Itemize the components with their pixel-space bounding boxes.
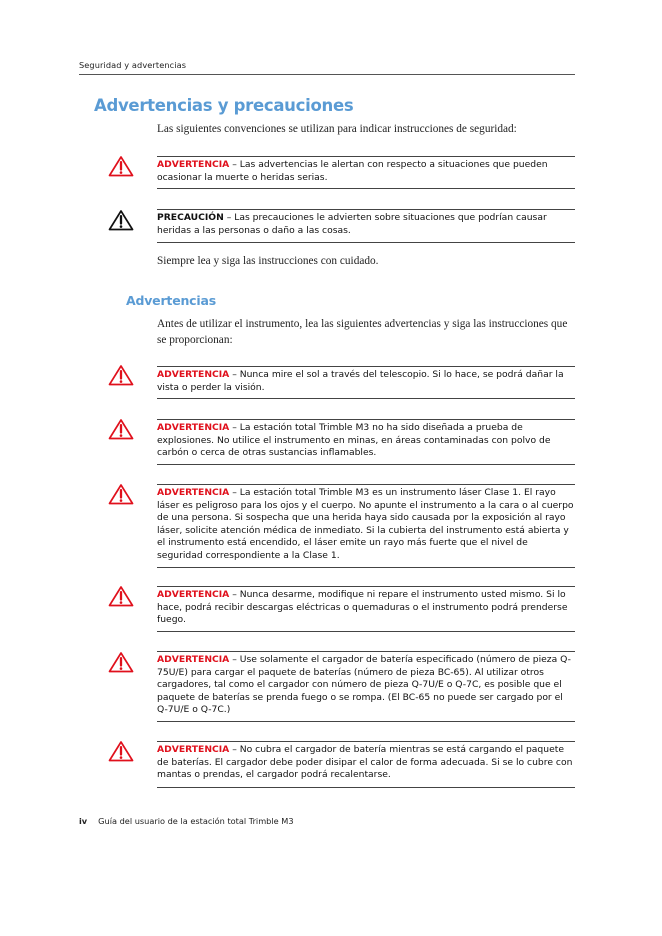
warning-text: ADVERTENCIA – No cubra el cargador de batería mientras se está cargando el paquete de baterías. El cargador debe poder disipar el calor de forma adecuada. Si se lo cubre con mantas o prendas, el cargador podrá recalentarse. [157,744,573,781]
convention-caution-text: PRECAUCIÓN – Las precauciones le advierten sobre situaciones que podrían causar heridas a las personas o daño a las cosas. [157,212,547,236]
page-footer [79,816,294,826]
footer-guide-title: Guía del usuario de la estación total Trimble M3 [98,816,294,826]
warning-icon [108,418,134,440]
warning-box [157,586,575,632]
warning-icon [108,364,134,386]
warning-icon [108,740,134,762]
page-title: Advertencias y precauciones [94,96,354,115]
warnings-intro-paragraph: Antes de utilizar el instrumento, lea las siguientes advertencias y siga las instrucciones que se proporcionan: [157,318,568,346]
warning-icon [108,155,134,177]
warning-text: ADVERTENCIA – Nunca mire el sol a través del telescopio. Si lo hace, se podrá dañar la vista o perder la visión. [157,369,564,393]
warning-text: ADVERTENCIA – Use solamente el cargador de batería especificado (número de pieza Q-75U/E) para cargar el paquete de baterías (número de pieza BC-65). Al utilizar otros cargadores, tal como el cargador con número de pieza Q-7U/E o Q-7C, es posible que el paquete de baterías se prenda fuego o se rompa. (El BC-65 no puede ser cargado por el Q-7U/E o Q-7C.) [157,654,571,716]
always-paragraph: Siempre lea y siga las instrucciones con cuidado. [157,255,379,267]
warning-box [157,484,575,568]
convention-warning-box [157,156,575,189]
warning-text: ADVERTENCIA – La estación total Trimble M3 no ha sido diseñada a prueba de explosiones. No utilice el instrumento en minas, en áreas contaminadas con polvo de carbón o cerca de otras sustancias inflamables. [157,422,551,459]
header-divider [79,74,575,75]
warning-box [157,651,575,722]
caution-keyword: PRECAUCIÓN [157,212,224,223]
warning-icon [108,651,134,673]
warning-text: ADVERTENCIA – La estación total Trimble M3 es un instrumento láser Clase 1. El rayo láser es peligroso para los ojos y el cuerpo. No apunte el instrumento a la cara o al cuerpo de una persona. Si sospecha que una herida haya sido causada por la exposición al rayo láser, solicite atención médica de inmediato. Si la cubierta del instrumento está abierta y el instrumento está encendido, el láser emite un rayo más fuerte que el nivel de seguridad correspondiente a la Clase 1. [157,487,574,561]
warning-box [157,366,575,399]
intro-paragraph: Las siguientes convenciones se utilizan para indicar instrucciones de seguridad: [157,123,517,135]
running-header: Seguridad y advertencias [79,60,187,70]
convention-caution-box [157,209,575,243]
warning-icon [108,483,134,505]
warning-box [157,741,575,788]
caution-icon [108,209,134,231]
warning-box [157,419,575,465]
page-number: iv [79,816,88,826]
warning-text: ADVERTENCIA – Nunca desarme, modifique ni repare el instrumento usted mismo. Si lo hace, podrá recibir descargas eléctricas o quemaduras o el instrumento podrá prenderse fuego. [157,589,568,626]
warning-keyword: ADVERTENCIA [157,159,230,170]
warning-icon [108,585,134,607]
section-heading: Advertencias [126,293,216,308]
convention-warning-text: ADVERTENCIA – Las advertencias le alertan con respecto a situaciones que pueden ocasionar la muerte o heridas serias. [157,159,548,183]
